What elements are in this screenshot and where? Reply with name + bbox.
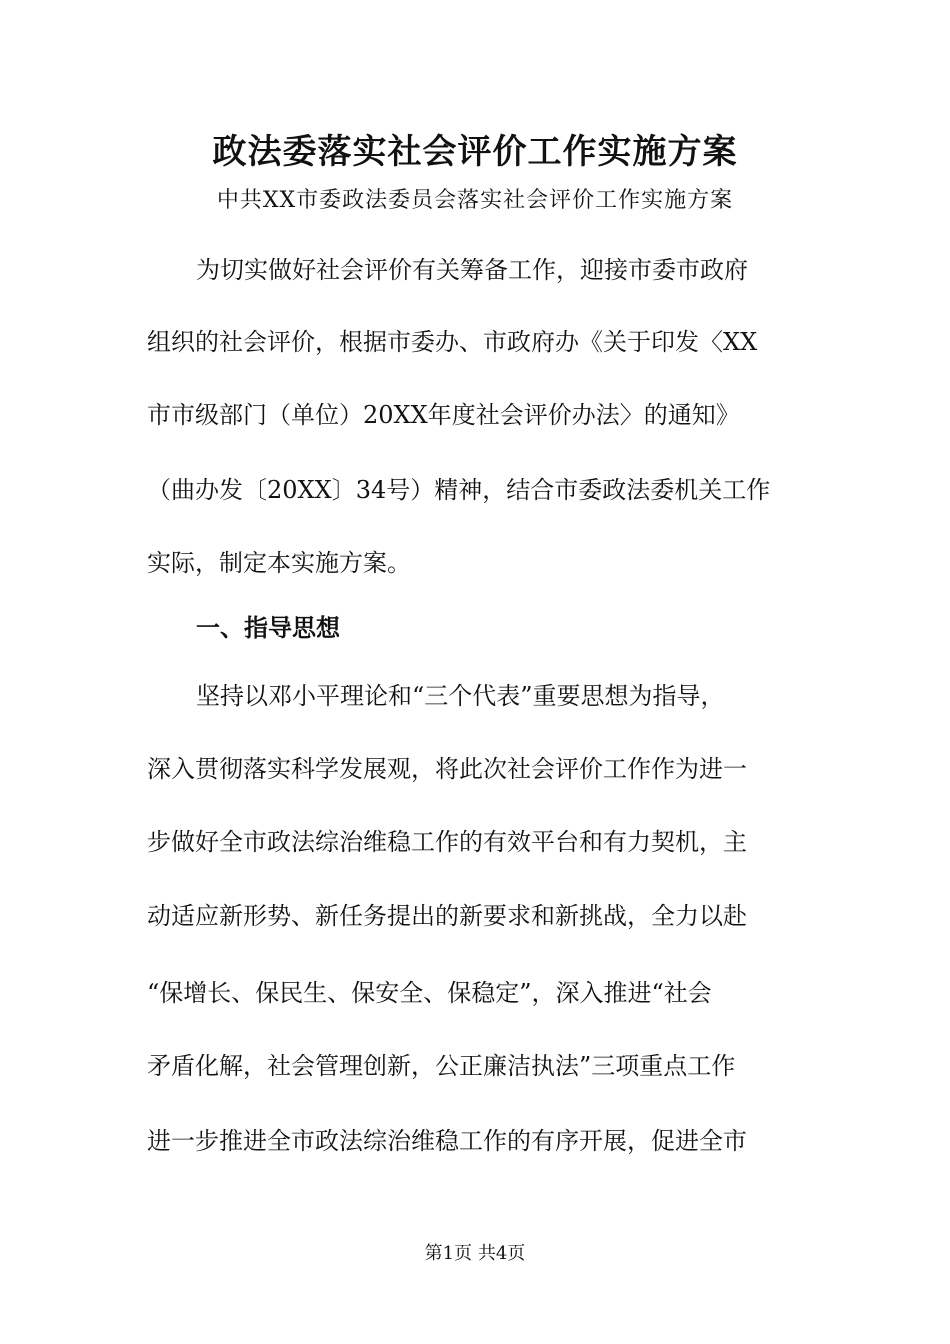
section-heading: 一、指导思想	[196, 614, 340, 642]
paragraph-line: 组织的社会评价，根据市委办、市政府办《关于印发〈XX	[147, 328, 758, 356]
paragraph-line: 步做好全市政法综治维稳工作的有效平台和有力契机，主	[147, 828, 747, 856]
document-subtitle: 中共XX市委政法委员会落实社会评价工作实施方案	[216, 188, 734, 213]
paragraph-line: （曲办发〔20XX〕34号）精神，结合市委政法委机关工作	[147, 476, 771, 504]
paragraph-line: 实际，制定本实施方案。	[147, 549, 411, 577]
paragraph-line: 坚持以邓小平理论和“三个代表”重要思想为指导，	[196, 682, 725, 710]
page-number-footer: 第1页 共4页	[424, 1243, 526, 1264]
paragraph-line: 市市级部门（单位）20XX年度社会评价办法〉的通知》	[147, 401, 740, 429]
paragraph-line: 进一步推进全市政法综治维稳工作的有序开展，促进全市	[147, 1127, 747, 1155]
paragraph-line: 深入贯彻落实科学发展观，将此次社会评价工作作为进一	[147, 755, 747, 783]
paragraph-line: 动适应新形势、新任务提出的新要求和新挑战，全力以赴	[147, 902, 747, 930]
paragraph-line: 矛盾化解，社会管理创新，公正廉洁执法”三项重点工作	[147, 1052, 736, 1080]
document-title: 政法委落实社会评价工作实施方案	[212, 132, 738, 172]
paragraph-line: 为切实做好社会评价有关筹备工作，迎接市委市政府	[196, 256, 748, 284]
paragraph-line: “保增长、保民生、保安全、保稳定”，深入推进“社会	[147, 979, 712, 1007]
